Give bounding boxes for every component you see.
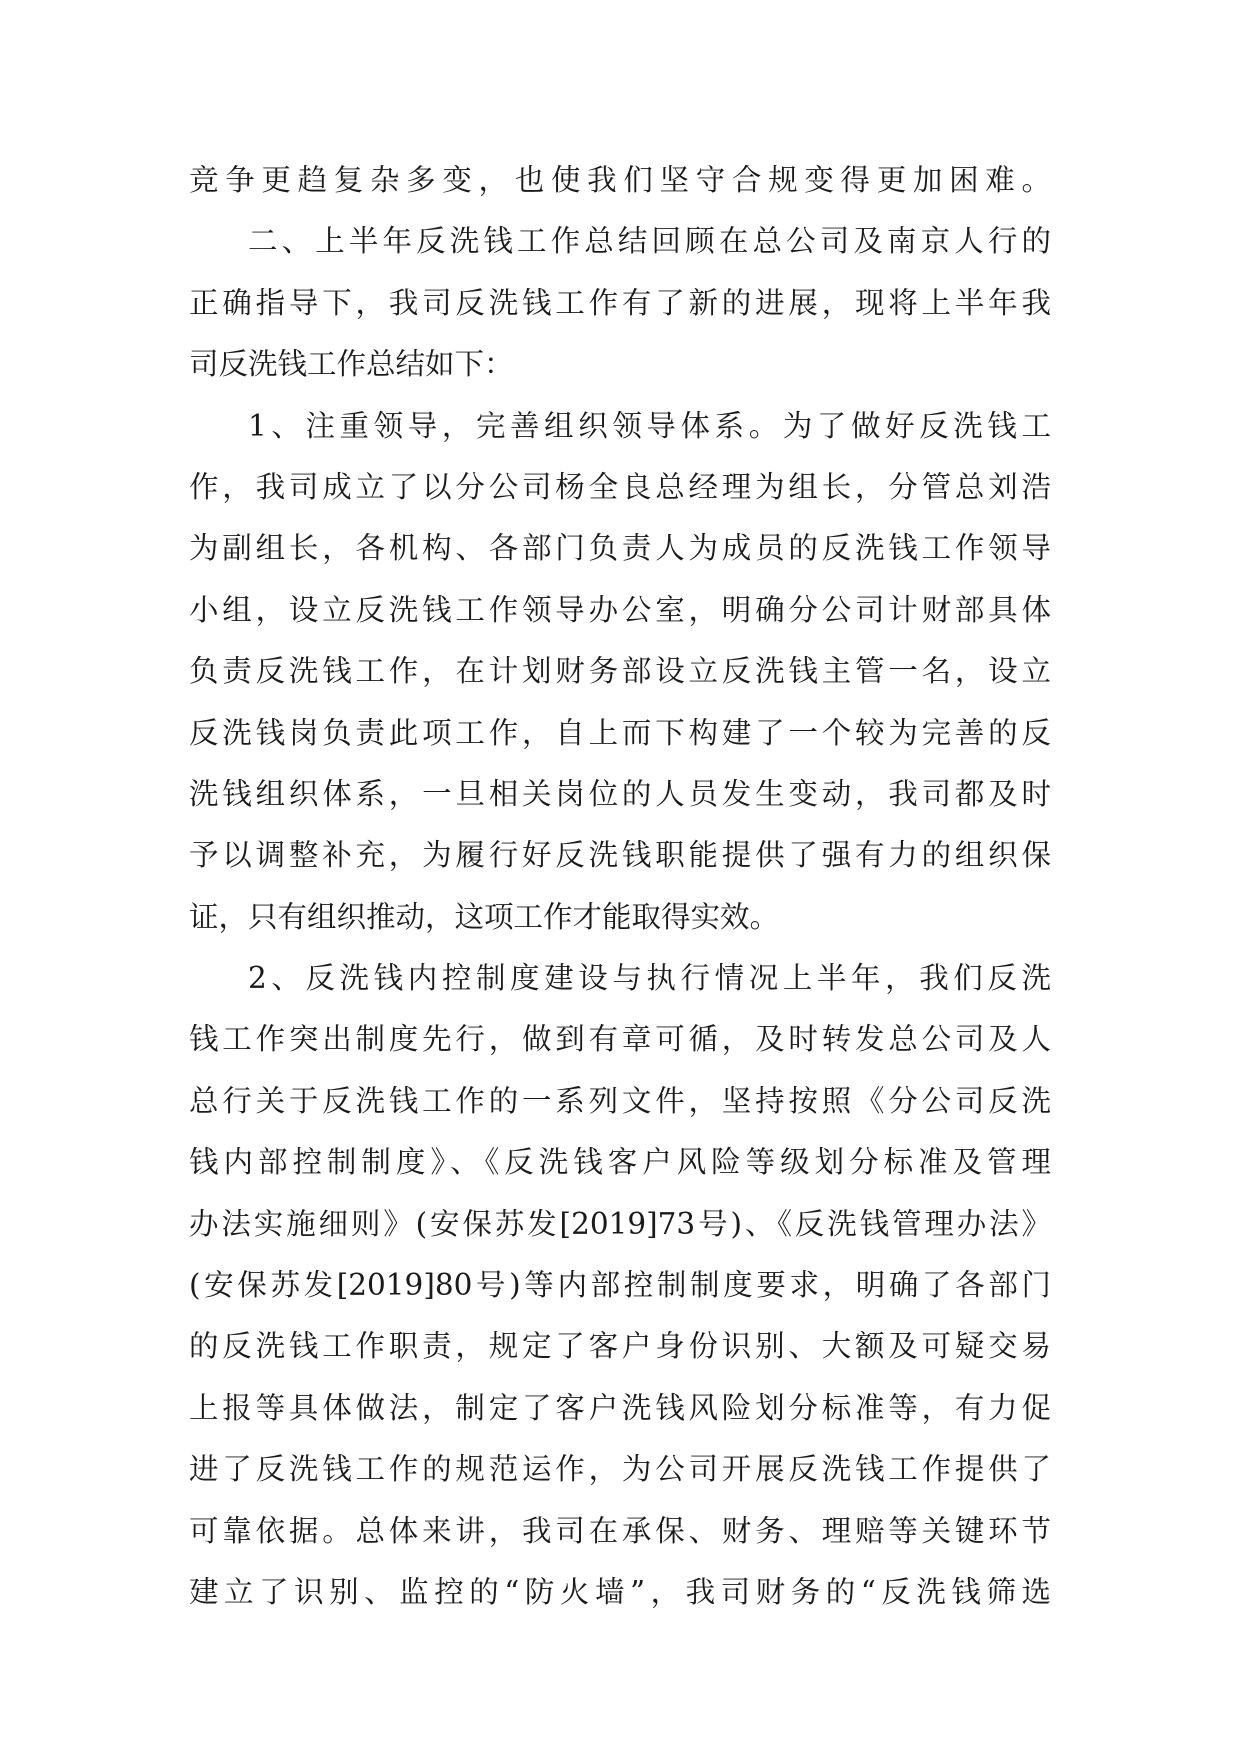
text-line: 钱内部控制制度》、《反洗钱客户风险等级划分标准及管理 <box>189 1145 1051 1180</box>
text-line: 小组，设立反洗钱工作领导办公室，明确分公司计财部具体 <box>189 592 1051 627</box>
text-line: 进了反洗钱工作的规范运作，为公司开展反洗钱工作提供了 <box>189 1452 1051 1487</box>
text-line: 予以调整补充，为履行好反洗钱职能提供了强有力的组织保 <box>189 838 1051 873</box>
text-line: 可靠依据。总体来讲，我司在承保、财务、理赔等关键环节 <box>189 1513 1051 1548</box>
text-line: 作，我司成立了以分公司杨全良总经理为组长，分管总刘浩 <box>189 469 1051 504</box>
text-line: 证，只有组织推动，这项工作才能取得实效。 <box>189 899 780 934</box>
paragraph-heading-line: 二、上半年反洗钱工作总结回顾在总公司及南京人行的 <box>248 224 1051 259</box>
text-line: 司反洗钱工作总结如下： <box>189 347 514 382</box>
text-line: 反洗钱岗负责此项工作，自上而下构建了一个较为完善的反 <box>189 715 1051 750</box>
text-line: 的反洗钱工作职责，规定了客户身份识别、大额及可疑交易 <box>189 1329 1051 1364</box>
text-line: 建立了识别、监控的“防火墙”，我司财务的“反洗钱筛选 <box>189 1574 1051 1609</box>
text-line: 负责反洗钱工作，在计划财务部设立反洗钱主管一名，设立 <box>189 654 1051 689</box>
paragraph-heading-line: 2、反洗钱内控制度建设与执行情况上半年，我们反洗 <box>248 961 1051 996</box>
text-line: 正确指导下，我司反洗钱工作有了新的进展，现将上半年我 <box>189 285 1051 320</box>
text-line: 洗钱组织体系，一旦相关岗位的人员发生变动，我司都及时 <box>189 776 1051 811</box>
text-line: 钱工作突出制度先行，做到有章可循，及时转发总公司及人 <box>189 1022 1051 1057</box>
paragraph-heading-line: 1、注重领导，完善组织领导体系。为了做好反洗钱工 <box>248 408 1051 443</box>
text-line: 总行关于反洗钱工作的一系列文件，坚持按照《分公司反洗 <box>189 1083 1051 1118</box>
document-body <box>189 150 1051 1623</box>
text-line: (安保苏发[2019]80号)等内部控制制度要求，明确了各部门 <box>189 1268 1051 1303</box>
text-line: 办法实施细则》(安保苏发[2019]73号)、《反洗钱管理办法》 <box>189 1206 1051 1241</box>
text-line: 竞争更趋复杂多变，也使我们坚守合规变得更加困难。 <box>189 163 1051 197</box>
text-line: 为副组长，各机构、各部门负责人为成员的反洗钱工作领导 <box>189 531 1051 566</box>
text-line: 上报等具体做法，制定了客户洗钱风险划分标准等，有力促 <box>189 1390 1051 1425</box>
